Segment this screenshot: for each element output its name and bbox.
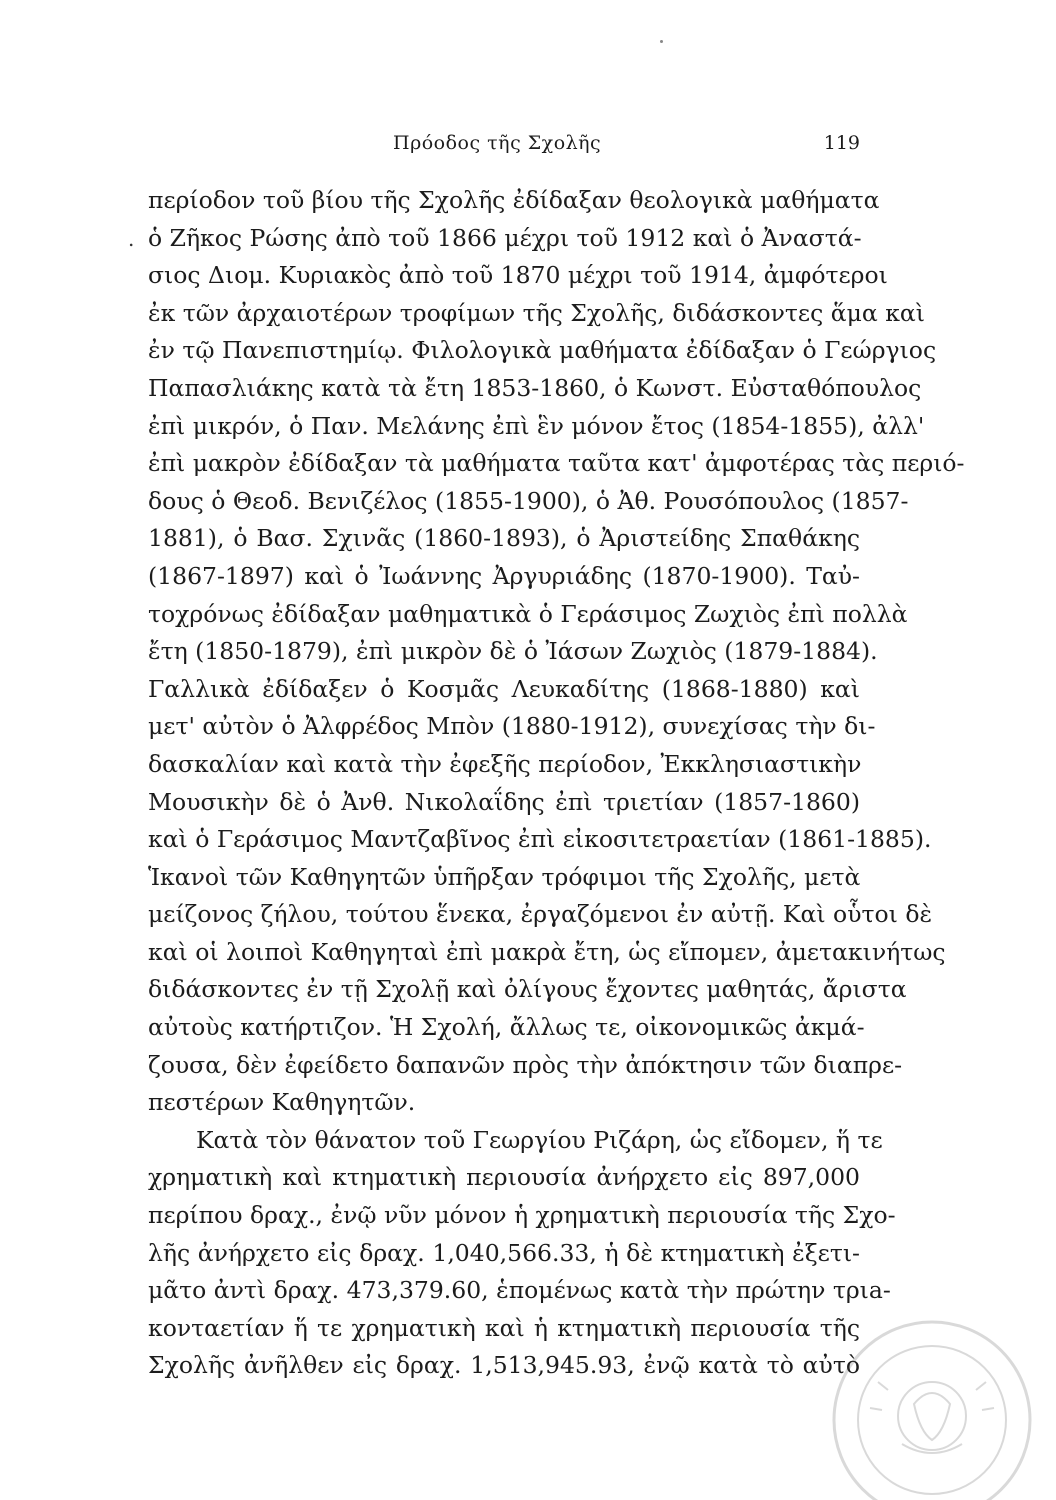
text-line: καὶ οἱ λοιποὶ Καθηγηταὶ ἐπὶ μακρὰ ἔτη, ὡς εἴπομεν, ἀμετακινήτως [148, 937, 946, 966]
scan-speck [660, 40, 663, 43]
text-line: περίοδον τοῦ βίου τῆς Σχολῆς ἐδίδαξαν θεολογικὰ μαθήματα [148, 186, 880, 214]
text-line: μᾶτο ἀντὶ δραχ. 473,379.60, ἑπομένως κατὰ τὴν πρώτην τριa- [148, 1276, 891, 1305]
text-line: διδάσκοντες ἐν τῇ Σχολῇ καὶ ὀλίγους ἔχοντες μαθητάς, ἄριστα [148, 975, 907, 1004]
text-line: τοχρόνως ἐδίδαξαν μαθηματικὰ ὁ Γεράσιμος Ζωχιὸς ἐπὶ πολλὰ [148, 599, 908, 628]
text-line: ἐπὶ μικρόν, ὁ Παν. Μελάνης ἐπὶ ἓν μόνον ἔτος (1854-1855), ἀλλ' [148, 411, 925, 440]
text-line: κονταετίαν ἥ τε χρηματικὴ καὶ ἡ κτηματικὴ περιουσία τῆς [148, 1313, 860, 1342]
text-line: ἐν τῷ Πανεπιστημίῳ. Φιλολογικὰ μαθήματα ἐδίδαξαν ὁ Γεώργιος [148, 336, 937, 365]
page-header [148, 128, 860, 162]
text-line: χρηματικὴ καὶ κτηματικὴ περιουσία ἀνήρχετο εἰς 897,000 [148, 1163, 860, 1192]
paragraph-end-line: πεστέρων Καθηγητῶν. [148, 1088, 416, 1117]
text-line: ζουσα, δὲν ἐφείδετο δαπανῶν πρὸς τὴν ἀπόκτησιν τῶν διαπρε- [148, 1050, 903, 1079]
text-line: δους ὁ Θεοδ. Βενιζέλος (1855-1900), ὁ Ἀθ. Ρουσόπουλος (1857- [148, 486, 909, 515]
text-line: καὶ ὁ Γεράσιμος Μαντζαβῖνος ἐπὶ εἰκοσιτετραετίαν (1861-1885). [148, 825, 932, 854]
text-line: Ἱκανοὶ τῶν Καθηγητῶν ὑπῆρξαν τρόφιμοι τῆς Σχολῆς, μετὰ [148, 862, 861, 891]
text-line: ὁ Ζῆκος Ρώσης ἀπὸ τοῦ 1866 μέχρι τοῦ 1912 καὶ ὁ Ἀναστά- [148, 223, 862, 252]
text-line: δασκαλίαν καὶ κατὰ τὴν ἐφεξῆς περίοδον, Ἐκκλησιαστικὴν [148, 749, 862, 778]
body-text [148, 182, 965, 1385]
page-number: 119 [823, 132, 860, 154]
text-line: περίπου δραχ., ἐνῷ νῦν μόνον ἡ χρηματικὴ περιουσία τῆς Σχο- [148, 1201, 896, 1230]
text-line: αὐτοὺς κατήρτιζον. Ἡ Σχολή, ἄλλως τε, οἰκονομικῶς ἀκμά- [148, 1013, 865, 1042]
text-line: σιος Διομ. Κυριακὸς ἀπὸ τοῦ 1870 μέχρι τοῦ 1914, ἀμφότεροι [148, 261, 888, 290]
text-line: Σχολῆς ἀνῆλθεν εἰς δραχ. 1,513,945.93, ἐνῷ κατὰ τὸ αὐτὸ [148, 1351, 860, 1380]
text-line: ἐπὶ μακρὸν ἐδίδαξαν τὰ μαθήματα ταῦτα κατ' ἀμφοτέρας τὰς περιό- [148, 449, 965, 478]
text-line: λῆς ἀνήρχετο εἰς δραχ. 1,040,566.33, ἡ δὲ κτηματικὴ ἐξετι- [148, 1238, 860, 1267]
text-line: 1881), ὁ Βασ. Σχινᾶς (1860-1893), ὁ Ἀριστείδης Σπαθάκης [148, 524, 860, 553]
paragraph-start-line: Κατὰ τὸν θάνατον τοῦ Γεωργίου Ριζάρη, ὡς εἴδομεν, ἥ τε [196, 1125, 883, 1154]
text-line: Παπασλιάκης κατὰ τὰ ἔτη 1853-1860, ὁ Κωνστ. Εὐσταθόπουλος [148, 373, 922, 402]
text-line: μείζονος ζήλου, τούτου ἕνεκα, ἐργαζόμενοι ἐν αὐτῇ. Καὶ οὗτοι δὲ [148, 900, 933, 929]
running-title: Πρόοδος τῆς Σχολῆς [393, 132, 602, 154]
text-line: ἔτη (1850-1879), ἐπὶ μικρὸν δὲ ὁ Ἰάσων Ζωχιὸς (1879-1884). [148, 637, 878, 666]
text-line: μετ' αὐτὸν ὁ Ἀλφρέδος Μπὸν (1880-1912), συνεχίσας τὴν δι- [148, 712, 876, 741]
library-seal-icon [818, 1312, 1046, 1498]
text-line: (1867-1897) καὶ ὁ Ἰωάννης Ἀργυριάδης (1870-1900). Ταὐ- [148, 561, 860, 590]
text-line: Μουσικὴν δὲ ὁ Ἀνθ. Νικολαΐδης ἐπὶ τριετίαν (1857-1860) [148, 787, 860, 816]
text-line: ἐκ τῶν ἀρχαιοτέρων τροφίμων τῆς Σχολῆς, διδάσκοντες ἅμα καὶ [148, 298, 925, 327]
margin-mark: . [128, 227, 135, 251]
text-line: Γαλλικὰ ἐδίδαξεν ὁ Κοσμᾶς Λευκαδίτης (1868-1880) καὶ [148, 674, 860, 703]
